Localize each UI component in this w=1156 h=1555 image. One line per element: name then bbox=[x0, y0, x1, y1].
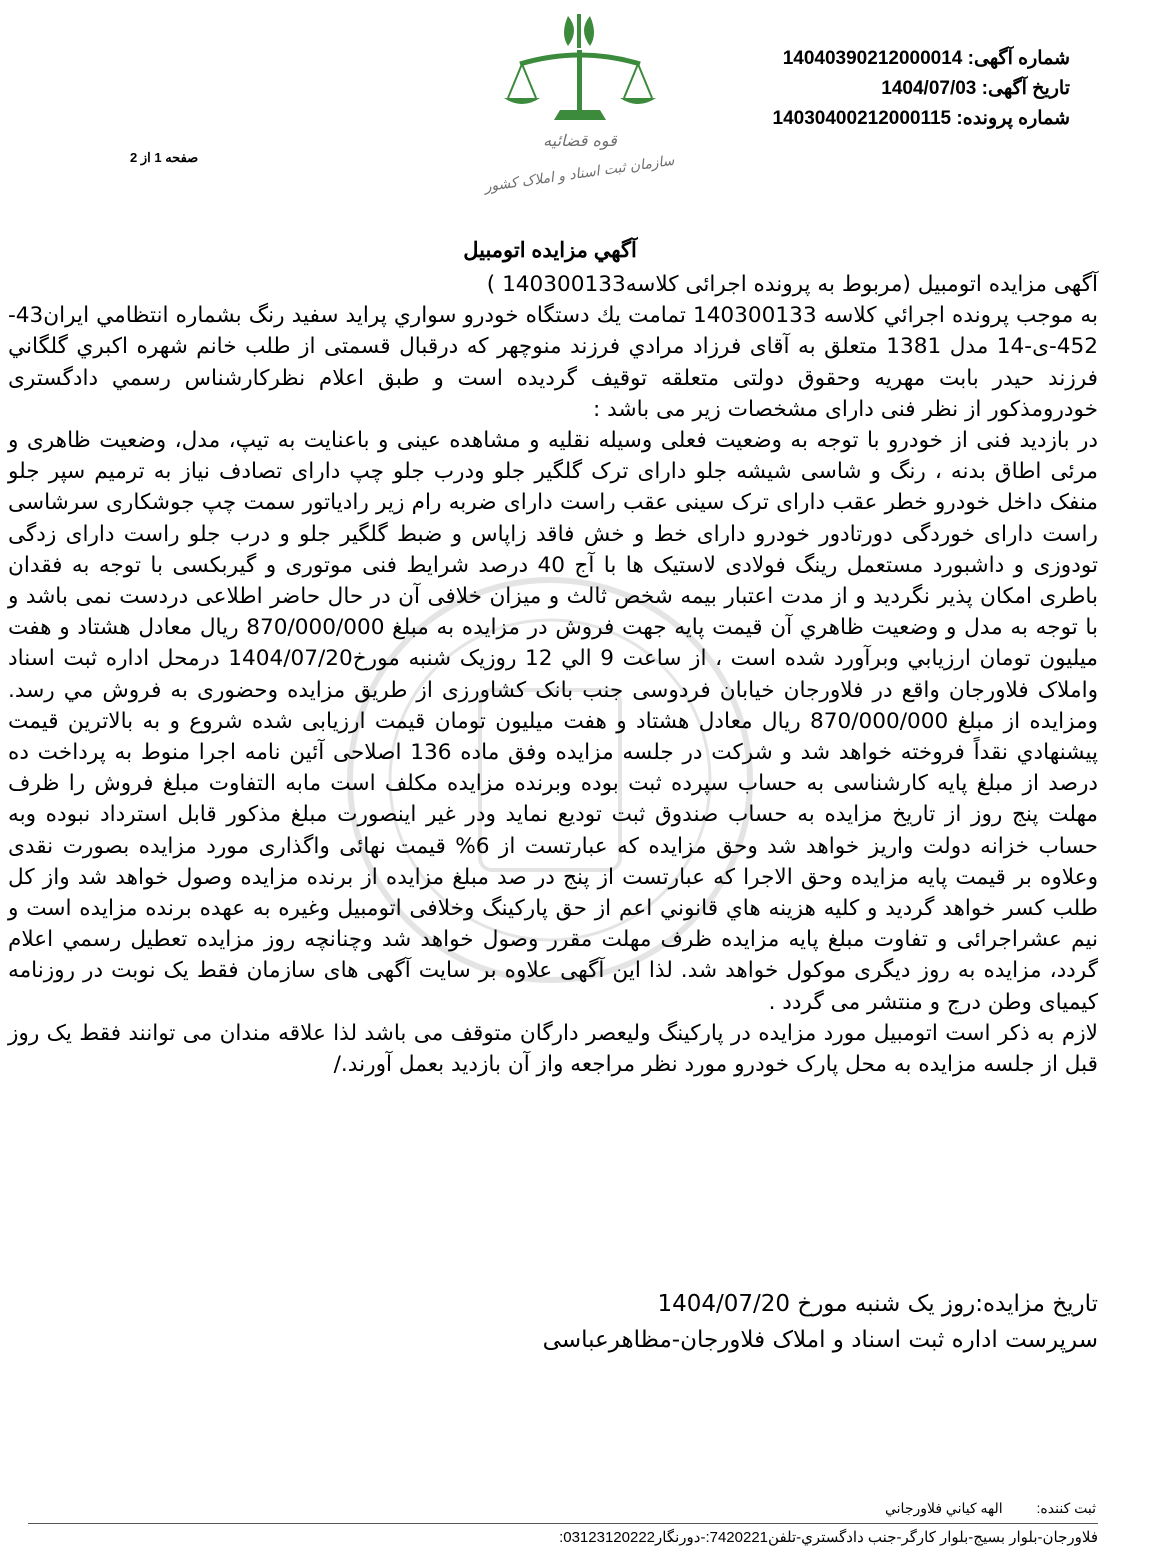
registrar-name: الهه كياني فلاورجاني bbox=[884, 1500, 1003, 1516]
body-paragraph: در بازدید فنی از خودرو با توجه به وضعیت فعلی وسیله نقلیه و مشاهده عینی و باعنایت به تیپ، مدل، وضعیت ظاهری و مرئی اطاق بدنه ، رنگ و شاسی شیشه جلو دارای ترک گلگیر جلو ودرب جلو چپ دارای تصادف نیاز به ترمیم سپر جلو منفک داخل خودرو خطر عقب دارای ترک سینی عقب راست دارای ضربه رام زیر رادیاتور سمت چپ جوشکاری سرشاسی راست دارای خوردگی دورتادور خودرو دارای خط و خش فاقد زاپاس و ضبط گلگیر جلو و درب جلو راست دارای زدگی تودوزی و داشبورد مستعمل رینگ فولادی لاستیک ها با آج 40 درصد شرایط فنی موتوری و گیربکسی با توجه به فقدان باطری امکان پذیر نگردید و از مدت اعتبار بیمه شخص ثالث و میزان خلافی آن در حال حاضر اطلاعی دردست نمی باشد و با توجه به مدل و وضعيت ظاهري آن قيمت پايه جهت فروش در مزايده به مبلغ 870/000/000 ريال معادل هشتاد و هفت میلیون تومان ارزيابي وبرآورد شده است ، از ساعت 9 الي 12 روزیک شنبه مورخ1404/07/20 درمحل اداره ثبت اسناد واملاک فلاورجان واقع در فلاورجان خیابان فردوسی جنب بانک کشاورزی از طريق مزايده وحضوری به فروش مي رسد. ومزايده از مبلغ 870/000/000 ريال معادل هشتاد و هفت میلیون تومان قيمت ارزیابی شده شروع و به بالاترين قيمت پيشنهادي نقداً فروخته خواهد شد و شركت در جلسه مزايده وفق ماده 136 اصلاحی آئین نامه اجرا منوط به پرداخت ده درصد از مبلغ پایه کارشناسی به حساب سپرده ثبت بوده وبرنده مزایده مکلف است مابه التفاوت مبلغ فروش را ظرف مهلت پنج روز از تاریخ مزایده به حساب صندوق ثبت تودیع نماید ودر غیر اینصورت مبلغ مذکور قابل استرداد نبوده وبه حساب خزانه دولت واریز خواهد شد وحق مزايده كه عبارتست از 6% قيمت نهائی واگذاری مورد مزايده بصورت نقدی وعلاوه بر قيمت پايه مزايده وحق الاجرا كه عبارتست از پنج در صد مبلغ مزايده از برنده مزايده وصول خواهد شد واز كل طلب كسر خواهد گرديد و كليه هزينه هاي قانوني اعم از حق پاركينگ وخلافی اتومبيل وغيره به عهده برنده مزايده است و نيم عشراجرائی و تفاوت مبلغ پايه مزايده ظرف مهلت مقرر وصول خواهد شد وچنانچه روز مزايده تعطيل رسمي اعلام گردد، مزايده به روز ديگری موكول خواهد شد. لذا این آگهی علاوه بر سایت آگهی های سازمان فقط یک نوبت در روزنامه کیمیای وطن درج و منتشر می گردد . bbox=[8, 428, 1098, 1015]
signature-line: سرپرست اداره ثبت اسناد و املاک فلاورجان-مظاهرعباسی bbox=[542, 1327, 1098, 1353]
closing-block bbox=[543, 1286, 1098, 1358]
emblem-org-text-2: سازمان ثبت اسناد و املاک کشور bbox=[483, 152, 676, 196]
page-indicator: صفحه 1 از 2 bbox=[130, 150, 199, 165]
notice-body bbox=[8, 269, 1098, 1080]
emblem-org-text-1: قوه قضائیه bbox=[543, 131, 617, 150]
header-meta bbox=[773, 44, 1070, 134]
judiciary-emblem-icon bbox=[450, 6, 710, 196]
case-number-value: 14030400212000115 bbox=[772, 108, 952, 129]
footer-divider bbox=[28, 1523, 1098, 1524]
ad-date-row bbox=[773, 74, 1070, 104]
registrar-label: ثبت کننده: bbox=[1036, 1500, 1096, 1516]
ad-number-label: شماره آگهی: bbox=[967, 48, 1070, 69]
case-number-row bbox=[773, 104, 1070, 134]
ad-date-label: تاریخ آگهی: bbox=[981, 78, 1070, 99]
case-number-label: شماره پرونده: bbox=[956, 108, 1070, 129]
ad-number-row bbox=[773, 44, 1070, 74]
body-paragraph: به موجب پرونده اجرائي كلاسه 140300133 تمامت يك دستگاه خودرو سواري پرايد سفيد رنگ بشماره انتظامي ايران43-452-ی-14 مدل 1381 متعلق به آقای فرزاد مرادي فرزند منوچهر که درقبال قسمتی از طلب خانم شهره اكبري گلگاني فرزند حيدر بابت مهريه وحقوق دولتی متعلقه توقيف گرديده است و طبق اعلام نظرکارشناس رسمي دادگستری خودرومذکور از نظر فنی دارای مشخصات زیر می باشد : bbox=[8, 303, 1098, 422]
registrar bbox=[885, 1500, 1096, 1517]
page-title: آگهي مزايده اتومبيل bbox=[463, 239, 637, 262]
body-paragraph: لازم به ذکر است اتومبیل مورد مزایده در پارکینگ ولیعصر دارگان متوقف می باشد لذا علاقه مندان می توانند فقط یک روز قبل از جلسه مزایده به محل پارک خودرو مورد نظر مراجعه واز آن بازدید بعمل آورند./ bbox=[8, 1020, 1098, 1078]
ad-number-value: 14040390212000014 bbox=[782, 48, 963, 69]
office-address: فلاورجان-بلوار بسيج-بلوار كارگر-جنب دادگستري-تلفن7420221:-دورنگار03123120222: bbox=[559, 1529, 1098, 1546]
body-paragraph: آگهی مزایده اتومبیل (مربوط به پرونده اجرائی کلاسه140300133 ) bbox=[486, 272, 1098, 297]
ad-date-value: 1404/07/03 bbox=[881, 78, 977, 99]
auction-date-line: تاریخ مزایده:روز یک شنبه مورخ 1404/07/20 bbox=[657, 1291, 1098, 1317]
